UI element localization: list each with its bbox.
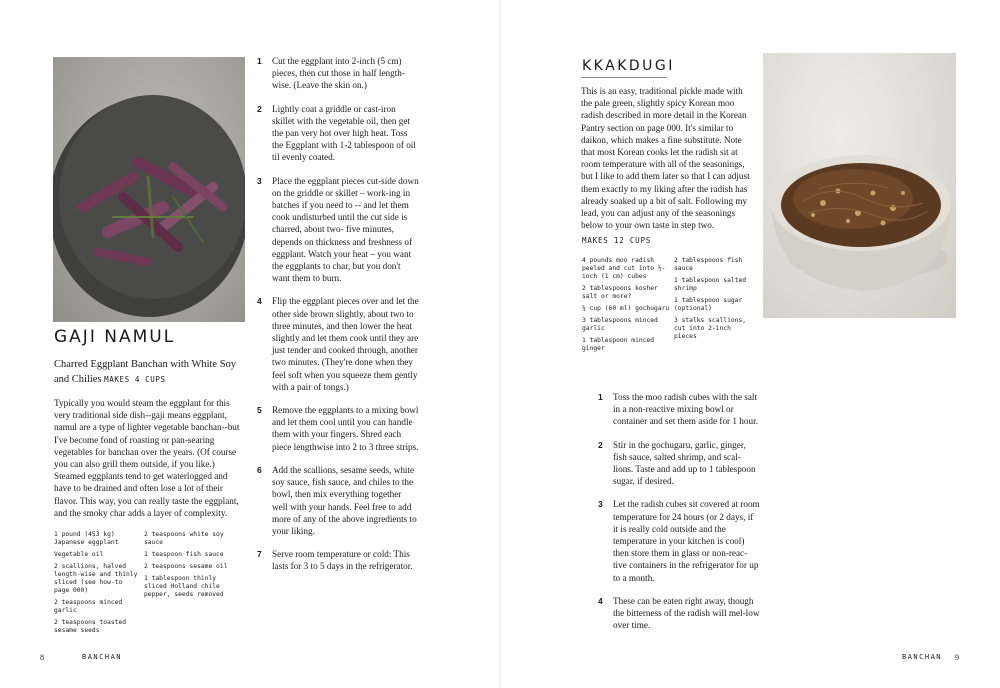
ingredient-item: 2 teaspoons toasted sesame seeds <box>54 619 127 634</box>
step-number: 2 <box>257 103 262 114</box>
ingredients-column-2 <box>144 531 230 603</box>
recipe-intro: This is an easy, traditional pickle made with the pale green, slightly spicy Korean moo radish described in more detail in the Korean Pantry section on page 000. It's similar to daikon, which makes a fine substitute. Note that most Korean cooks let the radish sit at room temperature with all of the seasonings, but I like to add them later so that I can adjust them exactly to my liking after the radish has already soaked up a bit of salt. Following my lead, you can adjust any of the seasonings below to your own taste in step two. <box>581 86 750 231</box>
step-text: Flip the eggplant pieces over and let the other side brown slightly, about two to three minutes, and then lower the heat slightly and let them cook until they are just tender and cooked through, another two minutes. (They're done when they feel soft when you squeeze them gently with a pair of tongs.) <box>272 296 419 392</box>
eggplant-dish-illustration <box>53 57 245 322</box>
step-number: 3 <box>598 499 603 510</box>
yield-label: MAKES 12 CUPS <box>582 236 652 245</box>
recipe-title: KKAKDUGI <box>582 58 675 74</box>
ingredient-item: ¼ cup (60 ml) gochugaru <box>582 305 670 312</box>
step-text: Cut the eggplant into 2-inch (5 cm) pieces, then cut those in half length-wise. (Leave the skin on.) <box>272 56 405 91</box>
page-number: 9 <box>955 653 959 662</box>
yield-label: MAKES 4 CUPS <box>104 375 166 384</box>
recipe-intro: Typically you would steam the eggplant for this very traditional side dish--gaji means eggplant, namul are a type of lighter vegetable banchan--but I've become fond of roasting or pan-searing vegetables for banchan over the years. (Of course you can also grill them outside, if you like.) Steamed eggplants tend to get waterlogged and have to be drained and often lose a lot of their flavor. This way, you can really taste the eggplant, and the smoky char adds a layer of complexity. <box>54 398 240 518</box>
ingredient-item: 1 tablespoon sugar (optional) <box>674 297 743 312</box>
ingredient-item: 1 tablespoon thinly sliced Holland chile pepper, seeds removed <box>144 575 224 598</box>
ingredient-item: 2 teaspoons white soy sauce <box>144 531 224 546</box>
step-number: 1 <box>257 56 262 66</box>
step-text: Stir in the gochugaru, garlic, ginger, fish sauce, salted shrimp, and scal-lions. Taste and add up to 1 tablespoon sugar, if desired. <box>613 439 756 487</box>
page-gutter <box>499 0 501 688</box>
step-number: 6 <box>257 464 262 475</box>
subtitle-text: Charred Eggplant Banchan with White Soy and Chilies <box>54 359 237 385</box>
method-step <box>257 404 419 453</box>
title-rule <box>581 77 667 78</box>
ingredient-item: 2 tablespoons fish sauce <box>674 257 743 272</box>
step-text: Lightly coat a griddle or cast-iron skillet with the vegetable oil, then get the pan very hot over high heat. Toss the Eggplant with 1-2 tablespoon of oil til evenly coated. <box>272 103 416 163</box>
ingredient-item: 3 stalks scallions, cut into 2-inch pieces <box>674 317 747 340</box>
method-step <box>598 439 760 488</box>
recipe-title: GAJI NAMUL <box>54 327 176 347</box>
step-number: 2 <box>598 439 603 450</box>
method-steps <box>257 55 419 584</box>
step-text: These can be eaten right away, though the bitterness of the radish will mel-low over time. <box>613 595 760 631</box>
ingredient-item: Vegetable oil <box>54 551 104 558</box>
method-step <box>257 295 419 393</box>
step-number: 7 <box>257 549 262 560</box>
step-number: 1 <box>598 392 603 402</box>
step-number: 3 <box>257 175 262 186</box>
step-number: 4 <box>257 296 262 307</box>
method-step <box>257 464 419 537</box>
method-steps <box>598 391 760 642</box>
running-footer: BANCHAN <box>902 653 943 661</box>
method-step <box>598 595 760 632</box>
ingredient-item: 1 tablespoon minced ginger <box>582 337 655 352</box>
ingredients-column-1 <box>582 257 670 357</box>
step-text: Let the radish cubes sit covered at room temperature for 24 hours (or 2 days, if it is really cold outside and the temperature in your kitchen is cool) then store them in glass or non-reac-tive containers in the refrigerator for up to a month. <box>613 499 760 583</box>
ingredients-column-1 <box>54 531 140 639</box>
ingredient-item: 2 teaspoons minced garlic <box>54 599 123 614</box>
ingredient-item: 1 teaspoon fish sauce <box>144 551 224 558</box>
running-footer: BANCHAN <box>82 653 123 661</box>
method-step <box>257 55 419 92</box>
step-text: Remove the eggplants to a mixing bowl and let them cool until you can handle them with your fingers. Shred each piece lengthwise into 2 to 3 three strips. <box>272 405 419 452</box>
page-number: 8 <box>40 653 44 662</box>
step-number: 4 <box>598 595 603 606</box>
method-step <box>257 548 419 572</box>
radish-bowl-illustration <box>763 53 956 318</box>
step-text: Add the scallions, sesame seeds, white soy sauce, fish sauce, and chiles to the bowl, then mix everything together well with your hands. Feel free to add more of any of the above ingredients to your liking. <box>272 464 417 536</box>
method-step <box>257 175 419 285</box>
method-step <box>257 103 419 164</box>
ingredient-item: 3 tablespoons minced garlic <box>582 317 658 332</box>
ingredient-item: 4 pounds moo radish peeled and cut into ½-inch (1 cm) cubes <box>582 257 666 280</box>
step-text: Place the eggplant pieces cut-side down on the griddle or skillet – work-ing in batches if you need to -- and let them cook undisturbed until the cut side is charred, about two- five minutes, depends on thickness and freshness of eggplant. Watch your heat – you want the eggplants to char, but you don't want them to burn. <box>272 175 419 284</box>
kkakdugi-bowl-photo <box>763 53 956 318</box>
ingredient-item: 1 tablespoon salted shrimp <box>674 277 747 292</box>
method-step <box>598 391 760 428</box>
ingredient-item: 2 tablespoons kosher salt or more? <box>582 285 658 300</box>
ingredient-item: 2 scallions, halved length-wise and thinly sliced (see how-to page 000) <box>54 563 138 594</box>
ingredient-item: 2 teaspoons sesame oil <box>144 563 228 570</box>
step-text: Toss the moo radish cubes with the salt in a non-reactive mixing bowl or container and set them aside for 1 hour. <box>613 392 758 427</box>
method-step <box>598 498 760 583</box>
recipe-subtitle <box>54 357 244 387</box>
step-text: Serve room temperature or cold: This lasts for 3 to 5 days in the refrigerator. <box>272 549 413 572</box>
ingredient-item: 1 pound (453 kg) Japanese eggplant <box>54 531 119 546</box>
eggplant-dish-photo <box>53 57 245 322</box>
step-number: 5 <box>257 405 262 416</box>
ingredients-column-2 <box>674 257 756 345</box>
